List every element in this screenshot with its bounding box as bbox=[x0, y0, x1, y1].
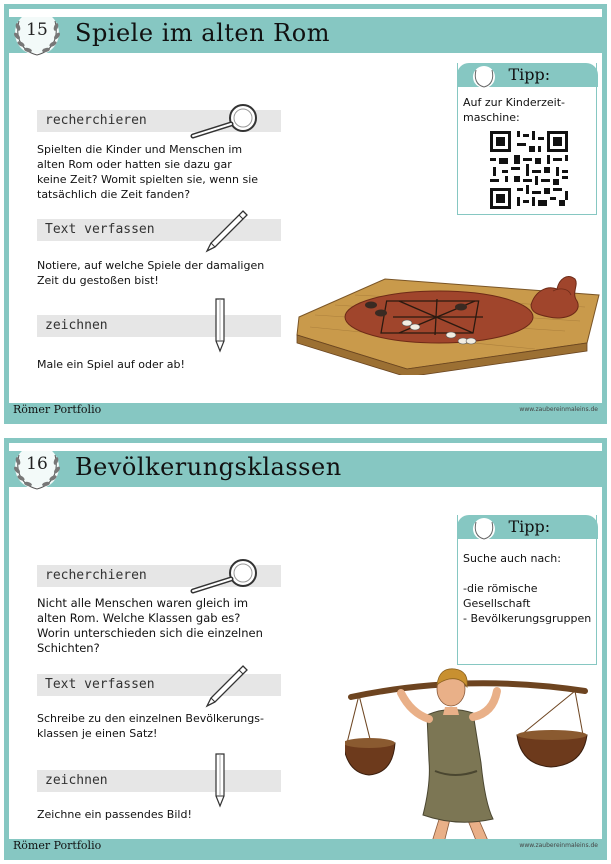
task-card-16 bbox=[4, 438, 607, 860]
task-zeichnen bbox=[37, 315, 281, 337]
qr-code-icon[interactable] bbox=[490, 131, 568, 209]
tip-header bbox=[457, 63, 598, 87]
footer-title: Römer Portfolio bbox=[13, 403, 102, 416]
task-text: Notiere, auf welche Spiele der damaligen Zeit du gestoßen bist! bbox=[37, 259, 265, 287]
task-card-15 bbox=[4, 4, 607, 424]
card-number-badge bbox=[11, 7, 63, 59]
magnifier-icon bbox=[189, 557, 265, 595]
task-text-verfassen bbox=[37, 674, 281, 696]
pen-icon bbox=[203, 662, 249, 708]
tip-header bbox=[457, 515, 598, 539]
pencil-icon bbox=[211, 297, 229, 353]
task-label: zeichnen bbox=[45, 318, 108, 333]
footer-url: www.zaubereinmaleins.de bbox=[519, 406, 598, 413]
task-label: Text verfassen bbox=[45, 222, 155, 237]
pen-icon bbox=[203, 207, 249, 253]
tip-text: Suche auch nach: -die römische Gesellschaft - Bevölkerungsgruppen bbox=[463, 552, 592, 625]
title-bar bbox=[9, 451, 602, 487]
tip-label: Tipp: bbox=[508, 65, 551, 84]
wreath-icon bbox=[471, 64, 497, 90]
task-zeichnen bbox=[37, 770, 281, 792]
task-text: Male ein Spiel auf oder ab! bbox=[37, 358, 185, 371]
footer-url: www.zaubereinmaleins.de bbox=[519, 842, 598, 849]
tip-text: Auf zur Kinderzeit- maschine: bbox=[463, 96, 566, 124]
tip-label: Tipp: bbox=[508, 517, 551, 536]
task-label: recherchieren bbox=[45, 568, 147, 583]
footer-bar bbox=[9, 403, 602, 419]
card-number: 16 bbox=[26, 454, 48, 474]
task-label: zeichnen bbox=[45, 773, 108, 788]
card-title: Spiele im alten Rom bbox=[75, 19, 330, 47]
footer-title: Römer Portfolio bbox=[13, 839, 102, 852]
roman-carrier-illustration bbox=[345, 643, 595, 853]
pencil-icon bbox=[211, 752, 229, 808]
footer-bar bbox=[9, 839, 602, 855]
title-bar bbox=[9, 17, 602, 53]
task-text: Spielten die Kinder und Menschen im alten Rom oder hatten sie dazu gar keine Zeit? Womit spielten sie, wenn sie tatsächlich die Zeit fanden? bbox=[37, 143, 259, 201]
task-text-verfassen bbox=[37, 219, 281, 241]
tip-box bbox=[457, 63, 597, 215]
card-number-badge bbox=[11, 441, 63, 493]
task-recherchieren bbox=[37, 110, 281, 132]
task-recherchieren bbox=[37, 565, 281, 587]
task-text: Nicht alle Menschen waren gleich im alten Rom. Welche Klassen gab es? Worin unterschieden sich die einzelnen Schichten? bbox=[37, 596, 263, 655]
task-text: Zeichne ein passendes Bild! bbox=[37, 808, 192, 821]
card-number: 15 bbox=[26, 20, 48, 40]
magnifier-icon bbox=[189, 102, 265, 140]
wreath-icon bbox=[471, 516, 497, 542]
card-title: Bevölkerungsklassen bbox=[75, 453, 342, 481]
roman-board-game-illustration bbox=[295, 265, 600, 375]
task-text: Schreibe zu den einzelnen Bevölkerungs- klassen je einen Satz! bbox=[37, 712, 264, 740]
task-label: Text verfassen bbox=[45, 677, 155, 692]
task-label: recherchieren bbox=[45, 113, 147, 128]
